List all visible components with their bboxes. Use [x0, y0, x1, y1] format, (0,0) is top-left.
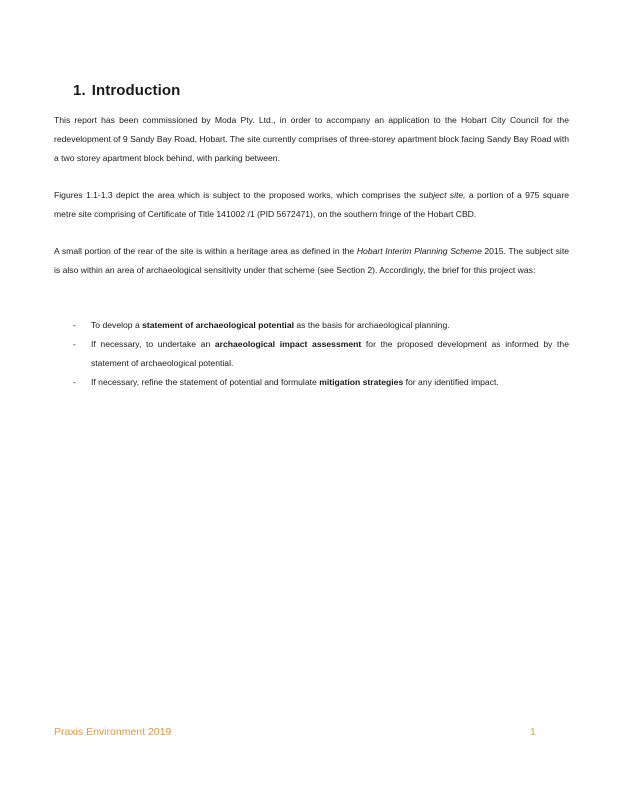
brief-list — [54, 316, 569, 392]
list-item-text: If necessary, to undertake an — [91, 339, 215, 349]
list-item — [54, 316, 569, 335]
section-title: Introduction — [91, 82, 181, 99]
list-item-bold: mitigation strategies — [319, 377, 404, 387]
paragraph-text: a portion of a 975 square metre site comprising of Certificate of Title 141002 /1 (PID 5672471), on the southern fringe of the Hobart CBD. — [54, 190, 569, 219]
footer-organisation: Praxis Environment 2019 — [54, 726, 172, 738]
dash-bullet: - — [73, 339, 76, 349]
list-item-text: for the proposed development as informed by the statement of archaeological potential. — [91, 339, 569, 368]
dash-bullet: - — [73, 377, 76, 387]
list-item-text: as the basis for archaeological planning. — [293, 320, 450, 330]
list-item-text: for any identified impact. — [403, 377, 499, 387]
paragraph-text: Figures 1.1-1.3 depict the area which is subject to the proposed works, which comprises the — [54, 190, 420, 200]
paragraph-text: 2015. The subject site is also within an area of archaeological sensitivity under that scheme (see Section 2). Accordingly, the brief for this project was: — [54, 246, 569, 275]
list-item-bold: archaeological impact assessment — [214, 339, 362, 349]
emphasis-planning-scheme: Hobart Interim Planning Scheme — [356, 246, 482, 256]
emphasis-subject-site: subject site, — [419, 190, 466, 200]
list-item-bold: statement of archaeological potential — [142, 320, 294, 330]
list-item — [54, 373, 569, 392]
paragraph-text: This report has been commissioned by Moda Pty. Ltd., in order to accompany an application to the Hobart City Council for the redevelopment of 9 Sandy Bay Road, Hobart. The site currently comprises of three-storey apartment block facing Sandy Bay Road with a two storey apartment block behind, with parking between. — [54, 115, 569, 163]
heritage-paragraph — [54, 242, 569, 280]
dash-bullet: - — [73, 320, 76, 330]
footer-page-number: 1 — [530, 726, 536, 738]
paragraph-text: A small portion of the rear of the site is within a heritage area as defined in the — [54, 246, 357, 256]
intro-paragraph — [54, 111, 569, 168]
section-number: 1. — [73, 82, 86, 99]
list-item-text: To develop a — [91, 320, 143, 330]
site-description-paragraph — [54, 186, 569, 224]
list-item — [54, 335, 569, 373]
list-item-text: If necessary, refine the statement of potential and formulate — [91, 377, 320, 387]
section-heading — [73, 82, 180, 99]
